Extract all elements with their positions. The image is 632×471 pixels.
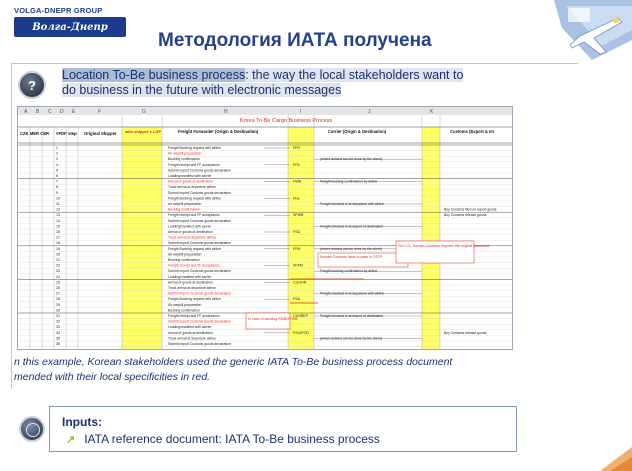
row-number: 10 [56,196,60,201]
red-note-3: In case of sending FWB/XFWB [248,317,298,321]
sheet-title: Korea To-Be Cargo Business Process [240,118,333,124]
carrier-cell: (where actions can be done by the client) [320,246,382,251]
row-number: 25 [56,280,60,285]
forwarder-cell: Freight Booking request with airline [168,297,221,302]
row-number: 30 [56,308,60,313]
customs-cell: Buy Customs release goods [444,213,487,218]
forwarder-cell: Truck arrival at departure airline [168,336,216,341]
header-step: #PDP step [56,131,77,136]
row-number: 35 [56,336,60,341]
forwarder-cell: Submit import Customs goods declaration [168,342,231,346]
message-code: XFWB [293,213,304,218]
forwarder-cell: Submit import Customs goods declaration [168,291,231,296]
forwarder-cell: Freight receipt and FF acceptance [168,213,220,218]
forwarder-cell: Freight receipt and FF acceptance [168,263,220,268]
header-seq: CZK MER CER [20,131,50,136]
column-letter: I [300,109,302,115]
forwarder-cell: Loading/manifest with carrier [168,224,212,229]
row-number: 18 [56,241,60,246]
column-letter: J [368,109,371,115]
row-number: 29 [56,302,60,307]
message-code: FSU/POD [293,330,309,335]
spreadsheet-image [17,106,513,350]
forwarder-cell: Submit export Customs goods declaration [168,168,231,173]
customs-cell: Buy Customs filed on export goods [444,207,497,212]
message-code: FHL [293,196,300,201]
forwarder-cell: Air waybill preparation [168,252,202,257]
forwarder-cell: Submit export Customs goods declaration [168,218,231,223]
column-letter: H [224,109,228,115]
header-freight-forwarder: Freight Forwarder (Origin & Destination) [178,129,259,134]
carrier-cell: (where actions can be done by the client) [320,336,382,341]
row-number: 33 [56,325,60,330]
carrier-cell: (where actions can be done by the client) [320,157,382,162]
question-badge-icon: ? [18,71,46,99]
carrier-cell: Freight checked in at departure with airline [320,202,384,206]
forwarder-cell: Submit import Customs goods declaration [168,190,231,195]
row-number: 12 [56,207,60,212]
inputs-label: Inputs: [62,415,102,429]
row-number: 9 [56,190,58,195]
row-number: 13 [56,213,60,218]
headline-line2: do business in the future with electronic messages [62,83,342,97]
row-number: 2 [56,151,58,156]
message-code: CUSFIN [293,280,307,285]
row-number: 22 [56,263,60,268]
row-number: 26 [56,286,60,290]
forwarder-cell: Submit export Customs goods declaration [168,319,231,324]
message-code: FFM [293,246,301,251]
row-number: 28 [56,297,60,302]
forwarder-cell: Booking confirmation [168,207,200,212]
yellow-column-shipper [122,127,162,349]
message-code: FSU [293,230,301,234]
column-letter: A [24,109,28,115]
red-note-2: For LCL, Korean Customs requires the original document [398,244,490,248]
forwarder-cell: Loading/manifest with carrier [168,274,212,279]
red-note-1: Korean Customs have to pass in TSTP [320,255,383,259]
page-title: Методология ИАТА получена [158,30,432,51]
headline-rest: : the way the local stakeholders want to [245,68,464,82]
row-number: 34 [56,330,60,335]
carrier-cell: Freight checked in at departure with airline [320,291,384,296]
arrow-bullet-icon: ↗ [66,433,76,446]
row-number: 36 [56,342,60,346]
forwarder-cell: Freight receipt and FF acceptance [168,162,220,167]
row-number: 19 [56,246,60,251]
forwarder-cell: Booking confirmation [168,157,200,162]
forwarder-cell: Loading/manifest with carrier [168,174,212,178]
forwarder-cell: Submit import Customs goods declaration [168,241,231,246]
headline-highlight: Location To-Be business process [62,68,246,82]
carrier-cell: Freight booking confirmation by airline [320,179,378,184]
forwarder-cell: Arrival of goods at destination [168,280,213,285]
header-original-shipper: Original Shipper [84,131,117,136]
caption-line1: n this example, Korean stakeholders used the generic IATA To-Be business process document [14,356,453,368]
header-carrier: Carrier (Origin & Destination) [328,129,387,134]
forwarder-cell: Truck arrival at departure airline [168,235,216,240]
row-number: 1 [56,146,58,150]
logo-text: Волга-Днепр [32,21,108,33]
row-number: 3 [56,157,58,162]
forwarder-cell: Submit export Customs goods declaration [168,269,231,274]
forwarder-cell: Freight Booking request with airline [168,196,221,201]
row-number: 15 [56,224,60,229]
column-letter: B [36,109,40,115]
globe-badge-icon [19,416,45,442]
group-name: VOLGA-DNEPR GROUP [14,6,103,15]
caption-line2: mended with their local specificities in red. [14,371,211,383]
forwarder-cell: Freight Booking request with airline [168,146,221,150]
row-number: 21 [56,258,60,262]
header-customs: Customs (Export & Im [450,129,494,134]
column-letter: E [72,109,76,115]
message-code: XFFM [293,263,303,268]
forwarder-cell: Booking confirmation [168,308,200,313]
inputs-item-text: IATA reference document: IATA To-Be business process [84,432,380,446]
carrier-cell: Freight booking confirmation by airline [320,269,378,274]
column-letter: G [142,109,146,115]
row-number: 24 [56,274,60,279]
brand-logo [14,6,126,37]
forwarder-cell: Air waybill preparation [168,202,202,206]
customs-cell: Buy Customs release goods [444,330,487,335]
inputs-item [66,432,380,446]
column-letter: K [430,109,434,115]
forwarder-cell: Air waybill preparation [168,151,202,156]
corner-decoration-icon [592,443,632,471]
caption [14,355,510,385]
forwarder-cell: Arrival of goods at destination [168,179,213,184]
forwarder-cell: Truck arrival at departure airline [168,185,216,190]
row-number: 5 [56,168,58,173]
forwarder-cell: Booking confirmation [168,258,200,262]
row-number: 27 [56,291,60,296]
row-number: 7 [56,179,58,184]
forwarder-cell: Arrival of goods at destination [168,230,213,234]
message-code: CUSREP [293,314,308,318]
message-code: FWB [293,179,301,184]
forwarder-cell: Freight receipt and FF acceptance [168,314,220,318]
column-letter: F [98,109,102,115]
forwarder-cell: Arrival of goods at destination [168,330,213,335]
row-number: 6 [56,174,58,178]
row-number: 20 [56,252,60,257]
row-number: 23 [56,269,60,274]
forwarder-cell: Freight Booking request with airline [168,246,221,251]
forwarder-cell: Air waybill preparation [168,302,202,307]
row-number: 8 [56,185,58,190]
row-number: 17 [56,235,60,240]
column-letter: C [48,109,52,115]
row-number: 16 [56,230,60,234]
logo-badge [14,17,126,37]
carrier-cell: Freight checked in at airport of destination [320,224,384,229]
headline [62,68,518,98]
row-number: 32 [56,319,60,324]
row-number: 11 [56,202,60,206]
carrier-cell: Freight checked in at airport of destination [320,314,384,318]
row-number: 31 [56,314,60,318]
forwarder-cell: Loading/manifest with carrier [168,325,212,330]
header-with-shipper: with shipper's LOP [125,129,162,134]
yellow-column-customs [422,127,440,349]
forwarder-cell: Truck arrival at departure airline [168,286,216,290]
column-letter: D [60,109,64,115]
message-code: FFA [293,162,300,167]
row-number: 14 [56,218,60,223]
message-code: FFR [293,146,300,150]
message-code: FSA [293,297,300,302]
row-number: 4 [56,162,58,167]
